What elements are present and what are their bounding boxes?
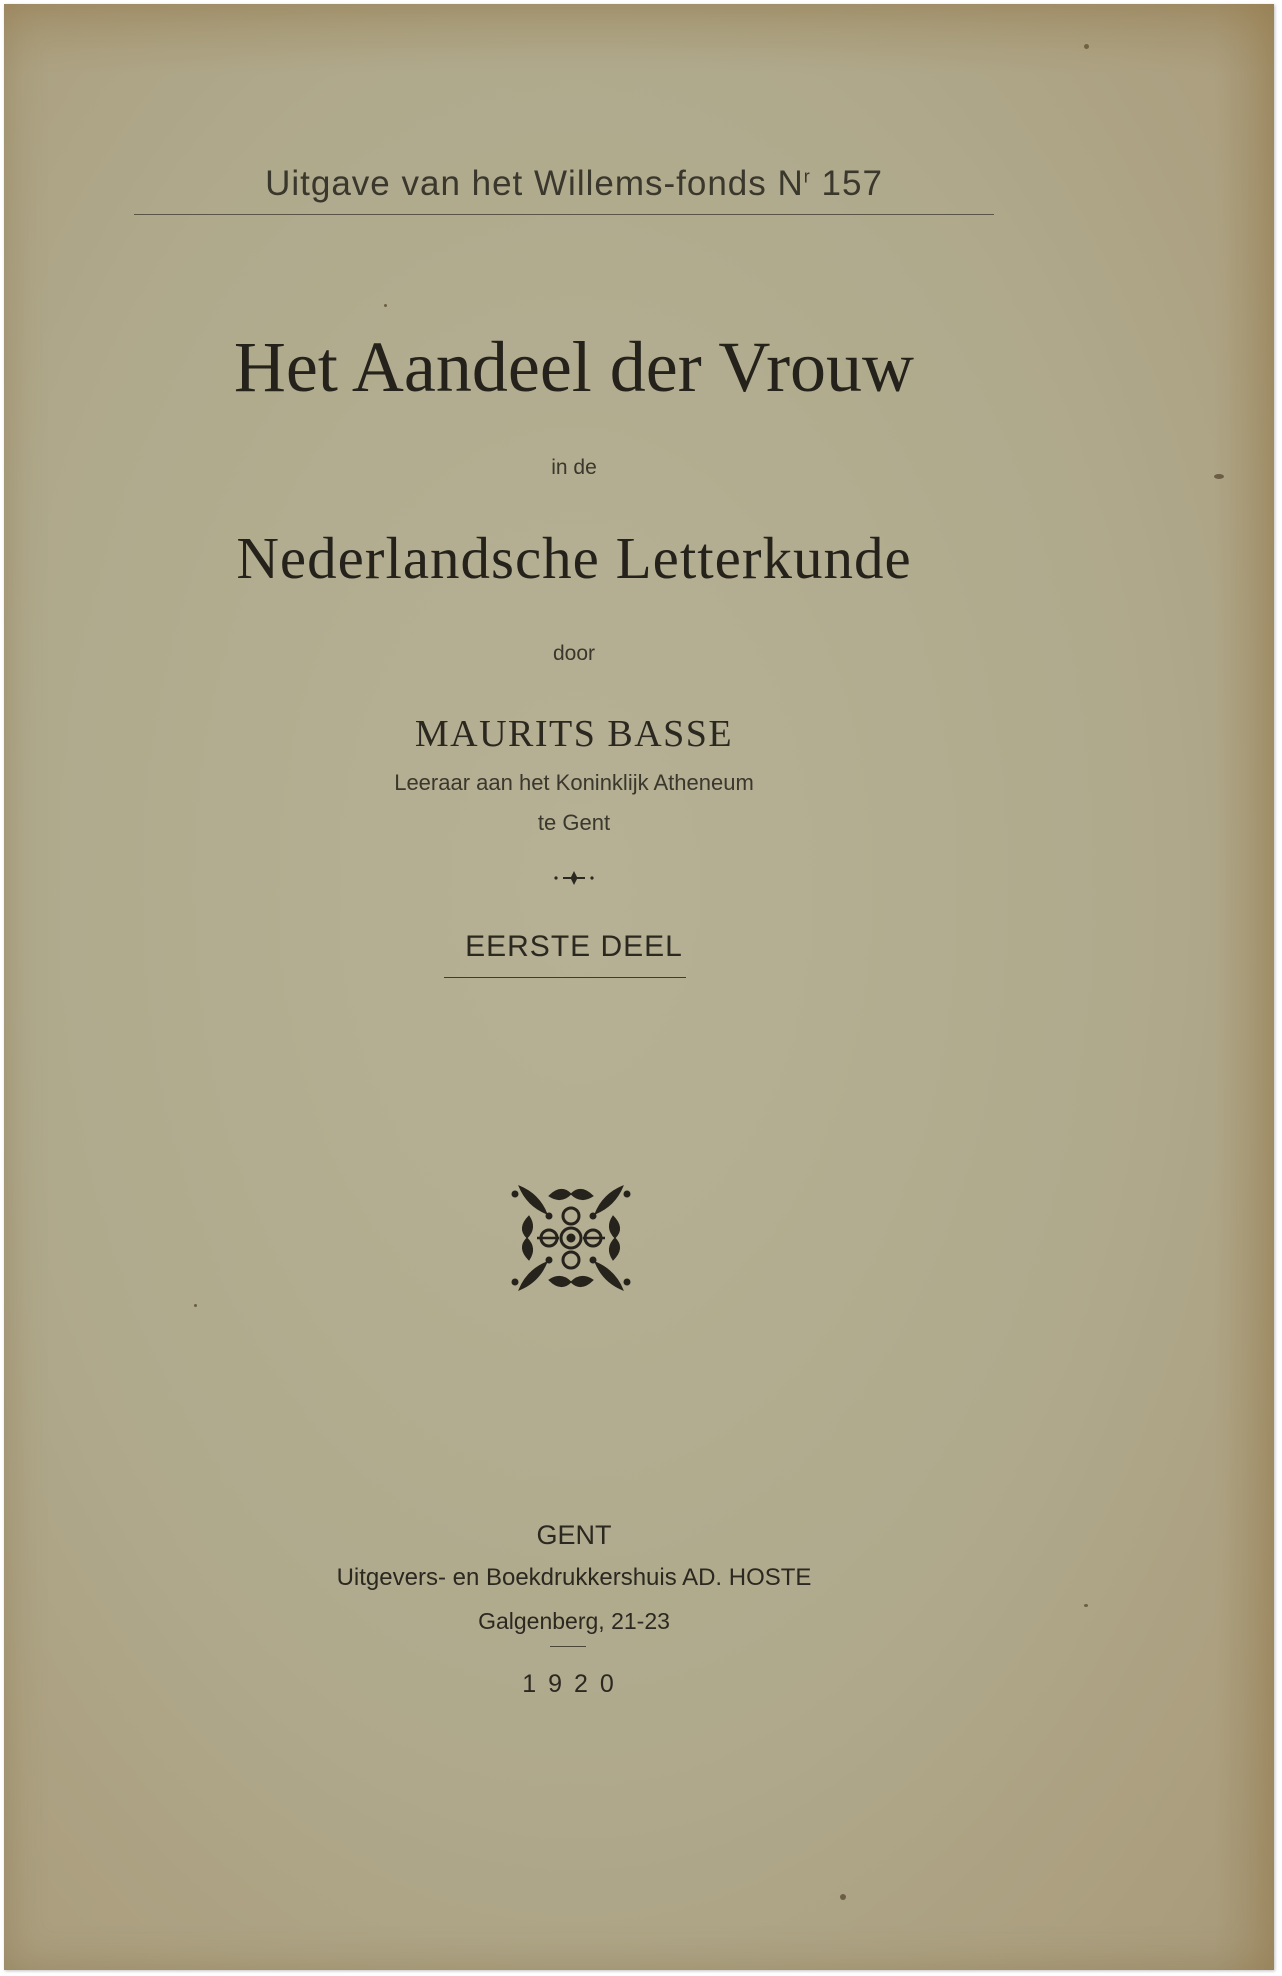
volume-label: EERSTE DEEL <box>465 930 683 963</box>
imprint-address: Galgenberg, 21-23 <box>478 1608 670 1634</box>
author-affiliation: Leeraar aan het Koninklijk Atheneum <box>394 770 754 795</box>
book-cover <box>4 4 1274 1970</box>
imprint-publisher: Uitgevers- en Boekdrukkershuis AD. HOSTE <box>336 1564 812 1591</box>
paper-speck <box>1084 44 1089 49</box>
series-number: 157 <box>821 164 883 203</box>
title-connector: in de <box>551 456 597 479</box>
series-text: Uitgave van het Willems-fonds N <box>265 164 804 203</box>
imprint-rule <box>550 1646 586 1647</box>
author-location: te Gent <box>537 810 611 835</box>
paper-speck <box>1214 474 1224 479</box>
paper-speck <box>384 304 387 307</box>
imprint-city: GENT <box>536 1520 612 1550</box>
author-name: MAURITS BASSE <box>414 713 734 755</box>
publication-year: 1920 <box>522 1670 626 1698</box>
series-line <box>4 164 1144 204</box>
series-rule <box>134 214 994 215</box>
paper-speck <box>840 1894 846 1900</box>
title-line-1: Het Aandeel der Vrouw <box>233 327 915 407</box>
volume-rule <box>444 977 686 978</box>
paper-speck <box>194 1304 197 1307</box>
paper-speck <box>1084 1604 1088 1607</box>
title-line-2: Nederlandsche Letterkunde <box>236 525 912 591</box>
fleuron-icon <box>553 870 595 886</box>
floral-ornament-icon <box>509 1176 633 1300</box>
series-superscript: r <box>803 166 811 187</box>
byline-door: door <box>552 642 596 665</box>
